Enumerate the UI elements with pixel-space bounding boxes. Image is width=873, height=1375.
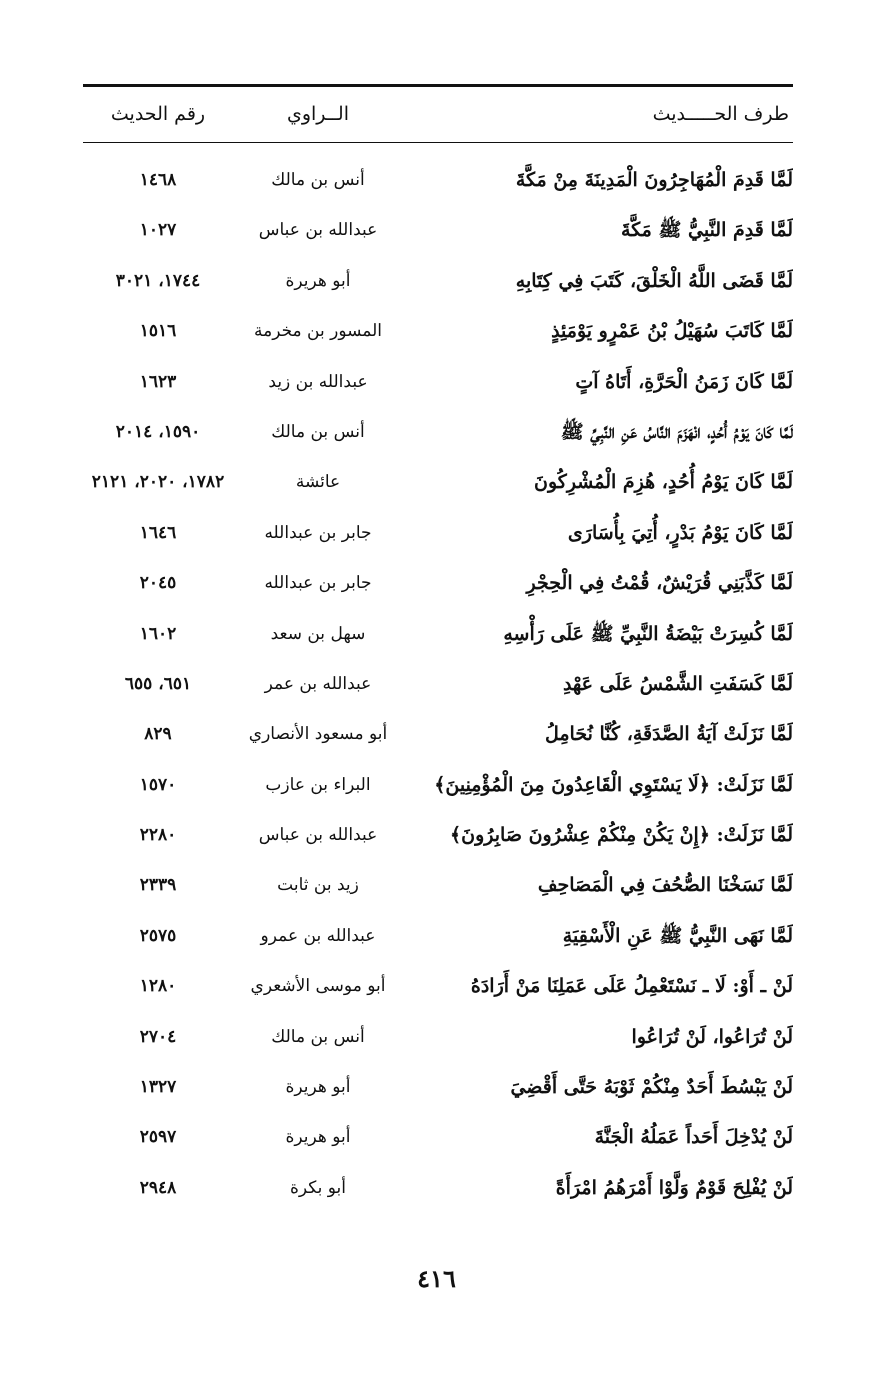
hadith-number: ٢٧٠٤ (139, 1026, 177, 1047)
hadith-number: ٢٩٤٨ (139, 1177, 177, 1198)
table-row (83, 357, 793, 407)
hadith-number: ١٦٠٢ (139, 623, 177, 644)
hadith-text: لَمَّا نَهَى النَّبِيُّ ﷺ عَنِ الْأَسْقِيَةِ (562, 924, 793, 947)
hadith-number: ١٥٩٠، ٢٠١٤ (115, 421, 201, 442)
narrator: زيد بن ثابت (277, 875, 359, 896)
header-hadith-text: طرف الحـــــديث (652, 103, 789, 125)
header-hadith-number: رقم الحديث (110, 103, 206, 125)
table-row (83, 911, 793, 961)
hadith-text: لَنْ يُفْلِحَ قَوْمٌ وَلَّوْا أَمْرَهُمُ امْرَأَةً (555, 1176, 793, 1199)
table-row (83, 1062, 793, 1112)
hadith-number: ١٦٤٦ (139, 522, 177, 543)
hadith-text: لَمَّا كَذَّبَنِي قُرَيْشٌ، قُمْتُ فِي الْحِجْرِ (526, 572, 793, 595)
narrator: عبدالله بن زيد (268, 371, 368, 392)
table-row (83, 760, 793, 810)
header-narrator: الــراوي (286, 103, 349, 125)
narrator: أبو هريرة (285, 270, 351, 291)
hadith-text: لَمَّا قَدِمَ الْمُهَاجِرُونَ الْمَدِينَةَ مِنْ مَكَّةَ (515, 169, 793, 191)
hadith-number: ١٠٢٧ (139, 220, 177, 241)
hadith-text: لَمَّا كَاتَبَ سُهَيْلُ بْنُ عَمْرٍو يَوْمَئِذٍ (551, 320, 793, 343)
narrator: أبو هريرة (285, 1077, 351, 1098)
hadith-number: ١٤٦٨ (139, 170, 177, 190)
narrator: المسور بن مخرمة (253, 321, 383, 342)
table-row (83, 961, 793, 1011)
table-row (83, 256, 793, 306)
table-row (83, 155, 793, 205)
hadith-text: لَمَّا كَانَ زَمَنُ الْحَرَّةِ، أَتَاهُ آتٍ (575, 370, 793, 393)
narrator: أنس بن مالك (271, 170, 365, 190)
narrator: عائشة (295, 472, 341, 493)
narrator: أبو بكرة (289, 1177, 347, 1198)
narrator: جابر بن عبدالله (264, 573, 372, 594)
narrator: عبدالله بن عمر (264, 673, 372, 694)
narrator: عبدالله بن عباس (258, 825, 378, 846)
hadith-text: لَنْ تُرَاعُوا، لَنْ تُرَاعُوا (631, 1025, 793, 1048)
hadith-number: ١٧٤٤، ٣٠٢١ (115, 270, 201, 291)
hadith-number: ١٥١٦ (139, 321, 177, 342)
narrator: جابر بن عبدالله (264, 522, 372, 543)
table-row (83, 407, 793, 457)
hadith-text: لَنْ ـ أَوْ: لَا ـ نَسْتَعْمِلُ عَلَى عَمَلِنَا مَنْ أَرَادَهُ (470, 975, 793, 998)
hadith-text: لَمَّا نَسَخْنَا الصُّحُفَ فِي الْمَصَاحِفِ (537, 874, 793, 897)
hadith-text: لَنْ يُدْخِلَ أَحَداً عَمَلُهُ الْجَنَّةَ (594, 1126, 793, 1149)
table-row (83, 306, 793, 356)
hadith-number: ٨٢٩ (144, 724, 172, 745)
hadith-text: لَمَّا كَسَفَتِ الشَّمْسُ عَلَى عَهْدِ (562, 672, 793, 695)
table-row (83, 205, 793, 255)
header-top-rule (83, 84, 793, 87)
table-row (83, 709, 793, 759)
hadith-number: ١٢٨٠ (139, 976, 177, 997)
hadith-index-table (83, 155, 793, 1213)
hadith-number: ١٦٢٣ (139, 371, 177, 392)
hadith-text: لَمَّا نَزَلَتْ: ﴿إِنْ يَكُنْ مِنْكُمْ عِشْرُونَ صَابِرُونَ﴾ (450, 824, 793, 847)
table-row (83, 860, 793, 910)
hadith-text: لَمَّا كَانَ يَوْمُ أُحُدٍ، انْهَزَمَ النَّاسُ عَنِ النَّبِيِّ ﷺ (560, 420, 793, 443)
table-row (83, 659, 793, 709)
narrator: البراء بن عازب (265, 774, 371, 795)
narrator: أبو مسعود الأنصاري (248, 724, 388, 745)
narrator: أنس بن مالك (271, 421, 365, 442)
table-row (83, 558, 793, 608)
table-row (83, 508, 793, 558)
header-bottom-rule (83, 142, 793, 143)
table-row (83, 810, 793, 860)
table-row (83, 609, 793, 659)
narrator: أنس بن مالك (271, 1026, 365, 1047)
hadith-text: لَمَّا قَدِمَ النَّبِيُّ ﷺ مَكَّةَ (620, 219, 793, 242)
table-row (83, 1012, 793, 1062)
narrator: أبو هريرة (285, 1127, 351, 1148)
table-header (83, 96, 793, 132)
hadith-text: لَمَّا كَانَ يَوْمُ أُحُدٍ، هُزِمَ الْمُشْرِكُونَ (534, 471, 793, 494)
table-row (83, 457, 793, 507)
hadith-number: ٢٢٨٠ (139, 825, 177, 846)
hadith-text: لَمَّا كَانَ يَوْمُ بَدْرٍ، أُتِيَ بِأُسَارَى (567, 521, 793, 544)
narrator: عبدالله بن عمرو (260, 925, 376, 946)
hadith-number: ١٧٨٢، ٢٠٢٠، ٢١٢١ (91, 472, 225, 493)
hadith-number: ٢٠٤٥ (139, 573, 177, 594)
narrator: سهل بن سعد (270, 623, 366, 644)
hadith-text: لَمَّا كُسِرَتْ بَيْضَةُ النَّبِيِّ ﷺ عَلَى رَأْسِهِ (503, 622, 793, 645)
page-number: ٤١٦ (417, 1264, 456, 1293)
hadith-number: ٢٥٧٥ (139, 925, 177, 946)
hadith-text: لَمَّا قَضَى اللَّهُ الْخَلْقَ، كَتَبَ فِي كِتَابِهِ (515, 269, 793, 292)
hadith-number: ١٥٧٠ (139, 774, 177, 795)
narrator: أبو موسى الأشعري (250, 976, 386, 997)
hadith-number: ١٣٢٧ (139, 1077, 177, 1098)
table-row (83, 1112, 793, 1162)
hadith-number: ٦٥١، ٦٥٥ (124, 673, 192, 694)
hadith-text: لَنْ يَبْسُطَ أَحَدٌ مِنْكُمْ ثَوْبَهُ حَتَّى أَقْضِيَ (510, 1076, 793, 1099)
table-row (83, 1163, 793, 1213)
hadith-text: لَمَّا نَزَلَتْ آيَةُ الصَّدَقَةِ، كُنَّا نُحَامِلُ (544, 723, 793, 746)
hadith-number: ٢٥٩٧ (139, 1127, 177, 1148)
hadith-text: لَمَّا نَزَلَتْ: ﴿لَا يَسْتَوِي الْقَاعِدُونَ مِنَ الْمُؤْمِنِينَ﴾ (434, 773, 793, 796)
hadith-number: ٢٣٣٩ (139, 875, 177, 896)
narrator: عبدالله بن عباس (258, 220, 378, 241)
